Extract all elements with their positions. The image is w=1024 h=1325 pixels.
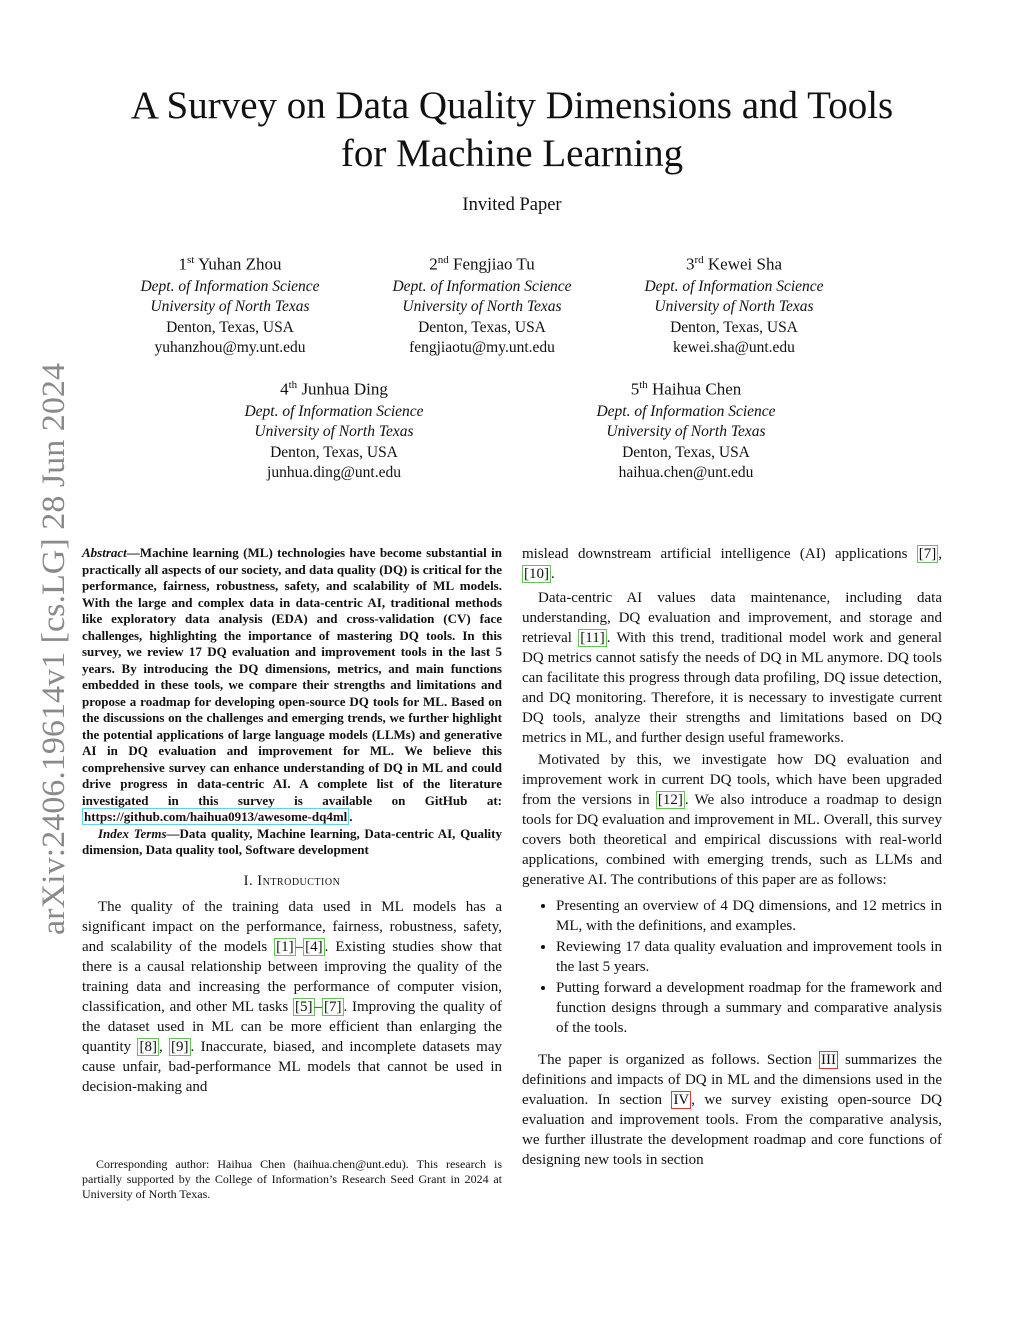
author-location: Denton, Texas, USA	[418, 318, 546, 336]
author-block-3	[604, 248, 864, 359]
author-university: University of North Texas	[254, 423, 414, 441]
author-dept: Dept. of Information Science	[392, 277, 572, 295]
author-dept: Dept. of Information Science	[140, 277, 320, 295]
paper-subtitle: Invited Paper	[462, 195, 562, 215]
citation-link[interactable]: [11]	[580, 630, 605, 646]
author-name: 2nd Fengjiao Tu	[429, 254, 535, 274]
citation-link[interactable]: [9]	[171, 1038, 189, 1055]
abstract-label: Abstract	[82, 545, 127, 560]
author-email: yuhanzhou@my.unt.edu	[154, 339, 306, 357]
author-name: 1st Yuhan Zhou	[178, 254, 282, 274]
author-location: Denton, Texas, USA	[270, 443, 398, 461]
abstract-text: —Machine learning (ML) technologies have become substantial in practically all aspects of our society, and data quality (DQ) is critical for the performance, fairness, robustness, safety, and scalability of ML models. With the large and complex data in data-centric AI, traditional methods like exploratory data analysis (EDA) and cross-validation (CV) face challenges, highlighting the importance of mastering DQ tools. In this survey, we review 17 DQ evaluation and improvement tools in the last 5 years. By introducing the DQ dimensions, metrics, and main functions embedded in these tools, we compare their strengths and limitations and propose a roadmap for developing open-source DQ tools for ML. Based on the discussions on the challenges and emerging trends, we further highlight the potential applications of large language models (LLMs) and generative AI in DQ evaluation and improvement for ML. We believe this comprehensive survey can enhance understanding of DQ in ML and could drive progress in data-centric AI. A complete list of the literature investigated in this survey is available on GitHub at:	[82, 545, 502, 808]
section-title: Introduction	[257, 872, 341, 889]
index-terms-label: Index Terms	[98, 825, 167, 841]
paper-title	[90, 82, 934, 178]
author-email: fengjiaotu@my.unt.edu	[409, 339, 555, 357]
citation-link[interactable]: [10]	[524, 566, 549, 582]
author-dept: Dept. of Information Science	[596, 402, 776, 420]
author-name: 4th Junhua Ding	[280, 379, 388, 399]
paragraph-data-centric-ai: Data-centric AI values data maintenance, including data understanding, DQ evaluation and improvement, and storage and retrieval [11] . With this trend, traditional model work and general DQ metrics cannot satisfy the needs of DQ in ML anymore. DQ tools can facilitate this progress through data profiling, DQ issue detection, and DQ monitoring. Therefore, it is necessary to investigate current DQ tools, analyze their strengths and limitations based on DQ metrics in ML, and further design useful frameworks.	[522, 590, 942, 746]
author-block-2	[352, 248, 612, 359]
title-line-1: A Survey on Data Quality Dimensions and Tools	[130, 84, 894, 127]
paragraph-organization: The paper is organized as follows. Section III summarizes the definitions and impacts of DQ in ML and the dimensions used in the evaluation. In section IV , we survey existing open-source DQ evaluation and improvement tools. From the comparative analysis, we further illustrate the development roadmap and core functions of designing new tools in section	[522, 1052, 942, 1168]
section-heading-introduction	[82, 871, 502, 891]
citation-link[interactable]: [4]	[305, 938, 323, 955]
author-university: University of North Texas	[654, 298, 814, 316]
left-column	[82, 545, 502, 1097]
author-block-1	[100, 248, 360, 359]
citation-link[interactable]: [8]	[139, 1038, 157, 1055]
author-dept: Dept. of Information Science	[644, 277, 824, 295]
section-numeral: I.	[243, 872, 254, 889]
author-location: Denton, Texas, USA	[670, 318, 798, 336]
author-email: junhua.ding@unt.edu	[267, 464, 401, 482]
author-name: 3rd Kewei Sha	[685, 254, 783, 274]
citation-link[interactable]: [12]	[657, 792, 683, 808]
author-block-4	[204, 373, 464, 484]
paragraph-motivation: Motivated by this, we investigate how DQ evaluation and improvement work in current DQ tools, which have been upgraded from the versions in [12] . We also introduce a roadmap to design tools for DQ evaluation and improvement in ML. Overall, this survey covers both theoretical and empirical discussions with real-world applications, combined with emerging trends, such as LLMs and generative AI. The contributions of this paper are as follows:	[522, 752, 942, 888]
list-item: • Putting forward a development roadmap for the framework and function designs through a summary and comparative analysis of the tools.	[556, 978, 942, 1038]
list-item: • Presenting an overview of 4 DQ dimensions, and 12 metrics in ML, with the definitions, and examples.	[556, 896, 942, 936]
author-university: University of North Texas	[606, 423, 766, 441]
section-ref-link[interactable]: III	[820, 1052, 836, 1068]
footnote	[82, 1157, 502, 1202]
arxiv-id-text: arXiv:2406.19614v1 [cs.LG] 28 Jun 2024	[36, 381, 72, 935]
footnote-text: Corresponding author: Haihua Chen (haihua.chen@unt.edu). This research is partially supported by the College of Information’s Research Seed Grant in 2024 at University of North Texas.	[82, 1157, 502, 1201]
author-university: University of North Texas	[402, 298, 562, 316]
author-email: haihua.chen@unt.edu	[618, 464, 754, 482]
intro-paragraph-1: The quality of the training data used in ML models has a significant impact on the performance, fairness, robustness, safety, and scalability of the models [1] – [4] . Existing studies show that there is a causal relationship between improving the quality of the training data and increasing the performance of computer vision, classification, and other ML tasks [5] – [7] . Improving the quality of the dataset used in ML can be more efficient than enlarging the quantity [8] , [9] . Inaccurate, biased, and incomplete datasets may cause unfair, bad-performance ML models that cannot be used in decision-making and	[82, 898, 503, 1095]
list-item: • Reviewing 17 data quality evaluation and improvement tools in the last 5 years.	[556, 937, 942, 977]
abstract	[82, 545, 502, 859]
title-line-2: for Machine Learning	[340, 132, 684, 175]
author-location: Denton, Texas, USA	[622, 443, 750, 461]
citation-link[interactable]: [1]	[276, 938, 294, 955]
right-column	[522, 544, 942, 1170]
citation-link[interactable]: [7]	[918, 546, 937, 562]
author-block-5	[556, 373, 816, 484]
index-terms-text: —Data quality, Machine learning, Data-centric AI, Quality dimension, Data quality tool, Software development	[82, 825, 502, 857]
github-link[interactable]: https://github.com/haihua0913/awesome-dq4ml	[84, 809, 348, 824]
citation-link[interactable]: [7]	[324, 998, 342, 1015]
author-email: kewei.sha@unt.edu	[673, 339, 795, 357]
author-location: Denton, Texas, USA	[166, 318, 294, 336]
author-name: 5th Haihua Chen	[630, 379, 742, 399]
section-ref-link[interactable]: IV	[673, 1092, 690, 1108]
author-university: University of North Texas	[150, 298, 310, 316]
arxiv-identifier-stamp	[26, 360, 74, 940]
citation-link[interactable]: [5]	[295, 998, 313, 1015]
contributions-list	[522, 896, 942, 1038]
paragraph-continued: mislead downstream artificial intelligence (AI) applications [7] , [10] .	[522, 546, 942, 582]
abstract-link-suffix: .	[349, 809, 353, 824]
author-dept: Dept. of Information Science	[244, 402, 424, 420]
